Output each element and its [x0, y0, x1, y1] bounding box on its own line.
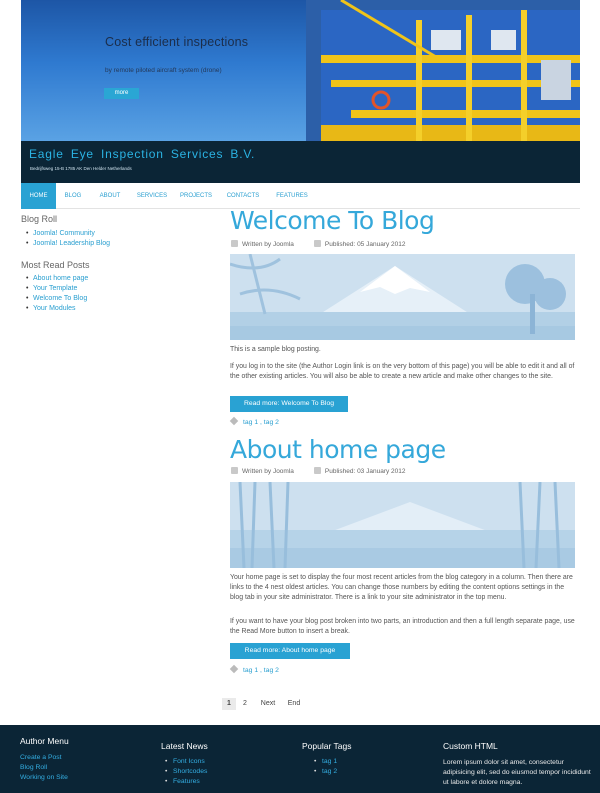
footer-tag-link[interactable]: • tag 2	[314, 767, 337, 777]
nav-item-about[interactable]: ABOUT	[99, 193, 121, 199]
mostread-heading: Most Read Posts	[21, 260, 90, 270]
page-current[interactable]: 1	[222, 698, 236, 710]
footer-author-menu	[20, 753, 68, 783]
article-paragraph: If you log in to the site (the Author Login link is on the very bottom of this page) you will be able to edit it and all of the other existing articles. You will also be able to create a new article and make other changes to the site.	[230, 363, 575, 380]
readmore-button[interactable]: Read more: About home page	[230, 643, 350, 659]
site-title[interactable]: Eagle Eye Inspection Services B.V.	[29, 147, 256, 161]
article-paragraph: Your home page is set to display the four most recent articles from the blog category in a column. Then there are links to the 4 nest oldest articles. You can change those numbers by editing the content options settings in the blog tab in your site administrator. There is a link to your site administrator in the top menu.	[230, 574, 573, 601]
footer-latest-news-heading: Latest News	[161, 741, 208, 751]
nav-item-contacts[interactable]: CONTACTS	[226, 193, 260, 199]
article-tags	[231, 418, 279, 426]
page-next[interactable]: Next	[260, 700, 276, 707]
tag-links[interactable]: tag 1 , tag 2	[243, 667, 279, 674]
tag-icon	[230, 665, 238, 673]
article-title[interactable]: About home page	[230, 435, 446, 464]
blogroll-link[interactable]: • Joomla! Community	[26, 229, 110, 239]
user-icon	[231, 467, 238, 474]
readmore-button[interactable]: Read more: Welcome To Blog	[230, 396, 348, 412]
mostread-link[interactable]: • Your Modules	[26, 304, 88, 314]
footer-custom-text: Lorem ipsum dolor sit amet, consectetur adipisicing elit, sed do eiusmod tempor incididunt ut labore et dolore magna.	[443, 759, 591, 786]
blogroll-heading: Blog Roll	[21, 214, 58, 224]
tag-links[interactable]: tag 1 , tag 2	[243, 419, 279, 426]
footer-link[interactable]: Create a Post	[20, 754, 62, 761]
article-author: Written by Joomla	[242, 241, 294, 248]
footer-custom-html-heading: Custom HTML	[443, 741, 498, 751]
site-address: Bedrijfsweg 15-B 1785 AK Den Helder Netherlands	[30, 166, 132, 171]
page-end[interactable]: End	[287, 700, 301, 707]
hero-title: Cost efficient inspections	[105, 35, 249, 49]
hero-more-button[interactable]: more	[104, 88, 139, 99]
footer-popular-tags	[314, 757, 337, 777]
article-meta	[231, 467, 406, 475]
brand-bar	[21, 141, 580, 183]
footer-link[interactable]: Working on Site	[20, 774, 68, 781]
article-date: Published: 05 January 2012	[324, 241, 406, 248]
mostread-link[interactable]: • About home page	[26, 274, 88, 284]
footer-tag-link[interactable]: • tag 1	[314, 757, 337, 767]
mostread-list	[26, 274, 88, 314]
footer-author-menu-heading: Author Menu	[20, 736, 69, 746]
article-meta	[231, 240, 406, 248]
article-author: Written by Joomla	[242, 468, 294, 475]
article-image-mountain	[230, 254, 575, 340]
article-title[interactable]: Welcome To Blog	[230, 206, 435, 235]
article-paragraph: If you want to have your blog post broken into two parts, an introduction and then a full length separate page, use the Read More button to insert a break.	[230, 618, 575, 635]
blogroll-list	[26, 229, 110, 249]
article-image-bamboo	[230, 482, 575, 568]
mostread-link[interactable]: • Welcome To Blog	[26, 294, 88, 304]
calendar-icon	[314, 467, 321, 474]
nav-item-services[interactable]: SERVICES	[136, 193, 168, 199]
user-icon	[231, 240, 238, 247]
nav-item-blog[interactable]: BLOG	[64, 193, 82, 199]
footer-latest-news	[165, 757, 207, 787]
mostread-link[interactable]: • Your Template	[26, 284, 88, 294]
article-paragraph: This is a sample blog posting.	[230, 346, 321, 353]
hero-banner	[21, 0, 580, 141]
calendar-icon	[314, 240, 321, 247]
nav-item-projects[interactable]: PROJECTS	[179, 193, 212, 199]
nav-item-features[interactable]: FEATURES	[276, 193, 308, 199]
tag-icon	[230, 417, 238, 425]
hero-subtitle: by remote piloted aircraft system (drone)	[105, 67, 222, 74]
footer-link[interactable]: • Font Icons	[165, 757, 207, 767]
footer-link[interactable]: • Shortcodes	[165, 767, 207, 777]
blogroll-link[interactable]: • Joomla! Leadership Blog	[26, 239, 110, 249]
footer-link[interactable]: • Features	[165, 777, 207, 787]
nav-item-home[interactable]: HOME	[21, 183, 56, 209]
page-link[interactable]: 2	[243, 700, 247, 707]
article-date: Published: 03 January 2012	[324, 468, 406, 475]
article-tags	[231, 666, 279, 674]
footer-link[interactable]: Blog Roll	[20, 764, 48, 771]
footer-popular-tags-heading: Popular Tags	[302, 741, 352, 751]
